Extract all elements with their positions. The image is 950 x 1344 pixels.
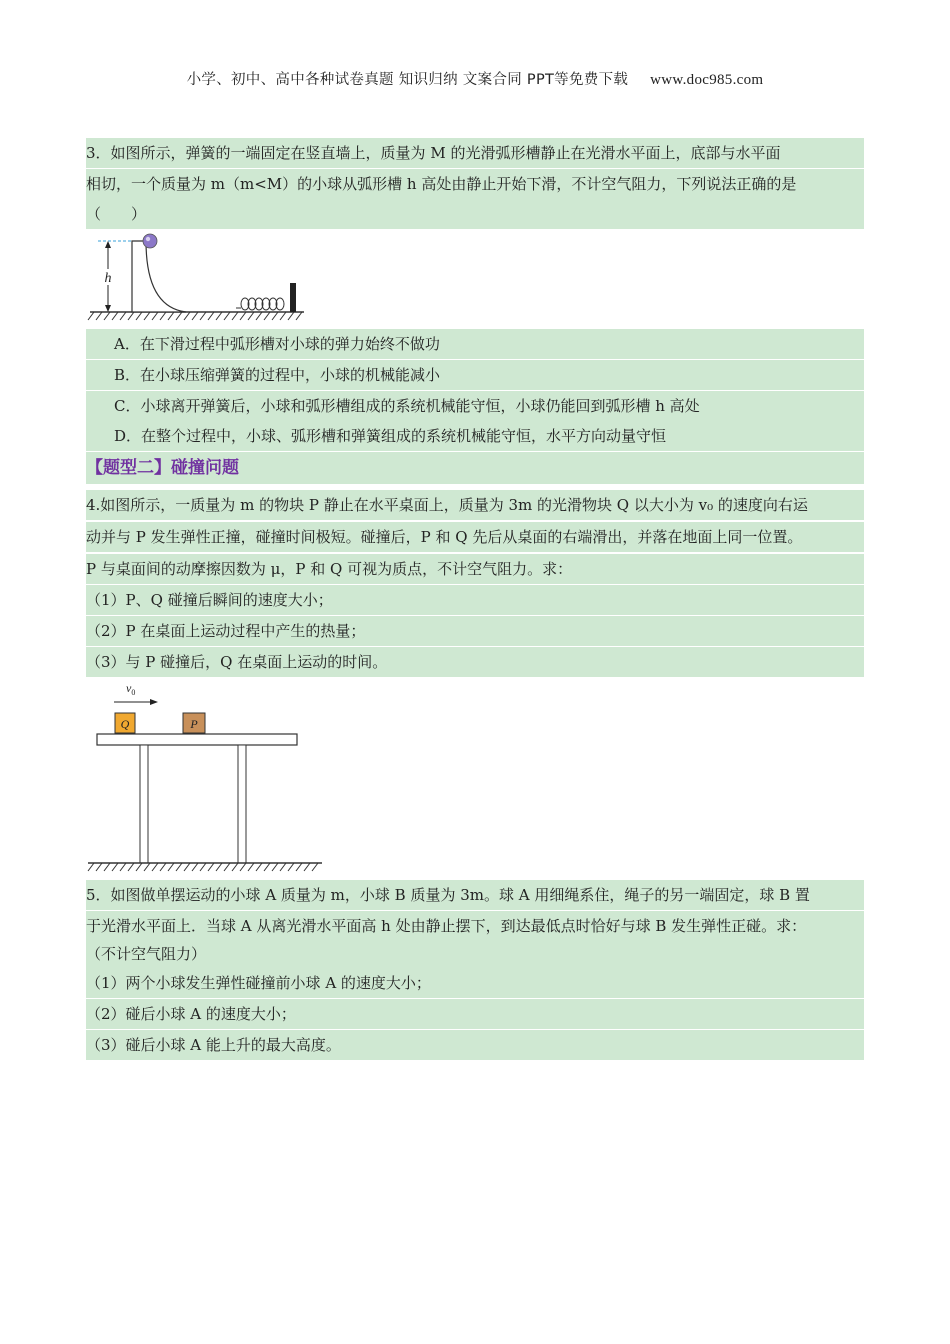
q5-line-2: 于光滑水平面上．当球 A 从离光滑水平面高 h 处由静止摆下，到达最低点时恰好与球 B 发生弹性正碰。求： [86,911,864,941]
q3-option-b[interactable]: B．在小球压缩弹簧的过程中，小球的机械能减小 [86,360,864,390]
header-url[interactable]: www.doc985.com [650,72,764,88]
q4-line-2: 动并与 P 发生弹性正撞，碰撞时间极短。碰撞后，P 和 Q 先后从桌面的右端滑出，并落在地面上同一位置。 [86,522,864,552]
q3-line-3: （ ） [86,199,864,229]
q5-sub-2: （2）碰后小球 A 的速度大小； [86,999,864,1029]
svg-text:v0 [126,681,135,697]
header-text: 小学、初中、高中各种试卷真题 知识归纳 文案合同 PPT等免费下载 [186,72,629,88]
q4-line-1: 4.如图所示，一质量为 m 的物块 P 静止在水平桌面上，质量为 3m 的光滑物块 Q 以大小为 v₀ 的速度向右运 [86,490,864,520]
q3-option-c[interactable]: C．小球离开弹簧后，小球和弧形槽组成的系统机械能守恒，小球仍能回到弧形槽 h 高处 [86,391,864,421]
q3-option-d[interactable]: D．在整个过程中，小球、弧形槽和弹簧组成的系统机械能守恒，水平方向动量守恒 [86,421,864,451]
q4-sub-1: （1）P、Q 碰撞后瞬间的速度大小； [86,585,864,615]
q3-line-2: 相切，一个质量为 m（m<M）的小球从弧形槽 h 高处由静止开始下滑，不计空气阻力，下列说法正确的是 [86,169,864,199]
page-header [0,68,950,89]
block-p-label: P [190,717,198,731]
q5-line-3: （不计空气阻力） [86,939,864,969]
q3-option-a[interactable]: A．在下滑过程中弧形槽对小球的弹力始终不做功 [86,329,864,359]
q4-line-3: P 与桌面间的动摩擦因数为 μ，P 和 Q 可视为质点，不计空气阻力。求： [86,554,864,584]
q4-sub-2: （2）P 在桌面上运动过程中产生的热量； [86,616,864,646]
spring-icon [241,298,284,310]
q4-sub-3: （3）与 P 碰撞后，Q 在桌面上运动的时间。 [86,647,864,677]
q5-sub-1: （1）两个小球发生弹性碰撞前小球 A 的速度大小； [86,968,864,998]
h-label: h [104,271,112,286]
q3-line-1: 3．如图所示，弹簧的一端固定在竖直墙上，质量为 M 的光滑弧形槽静止在光滑水平面上，底部与水平面 [86,138,864,168]
q5-line-1: 5．如图做单摆运动的小球 A 质量为 m，小球 B 质量为 3m。球 A 用细绳系住，绳子的另一端固定，球 B 置 [86,880,864,910]
block-q-label: Q [120,717,130,731]
v0-label: v [126,681,132,695]
section-title: 【题型二】碰撞问题 [86,452,864,484]
v0-subscript: 0 [131,688,136,697]
q5-sub-3: （3）碰后小球 A 能上升的最大高度。 [86,1030,864,1060]
wall-icon [290,283,296,312]
q4-figure [86,680,324,875]
q3-figure [86,229,307,324]
ball-icon [143,234,157,248]
